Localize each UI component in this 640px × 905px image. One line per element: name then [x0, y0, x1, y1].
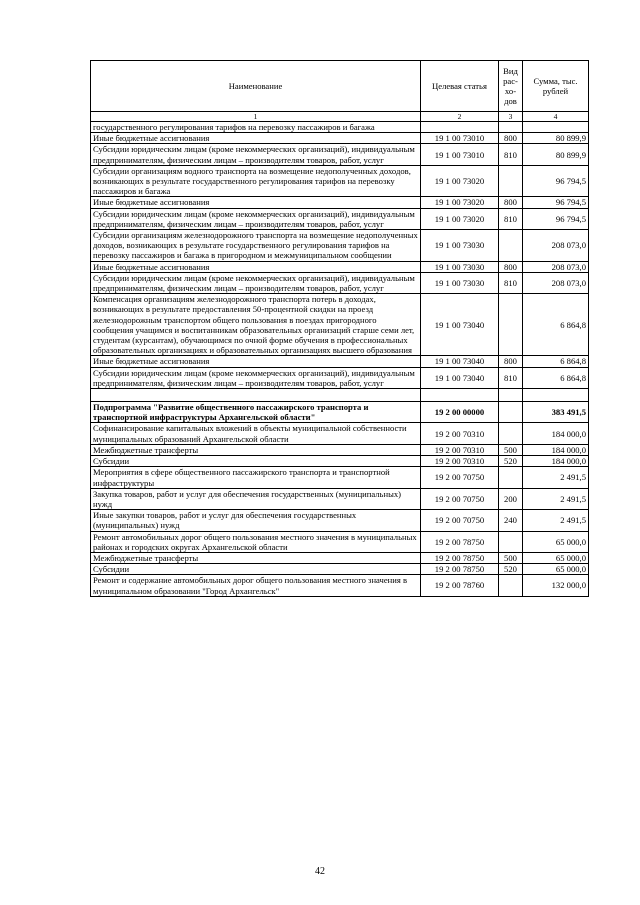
row-vid: 500: [499, 444, 523, 455]
table-row: [91, 261, 589, 272]
row-code: 19 1 00 73040: [421, 356, 499, 367]
row-vid: 500: [499, 552, 523, 563]
row-vid: [499, 122, 523, 133]
header-vid: Вид рас-хо-дов: [499, 61, 523, 112]
row-code: 19 2 00 78760: [421, 575, 499, 596]
row-code: 19 2 00 70310: [421, 444, 499, 455]
column-number: 3: [499, 112, 523, 122]
row-vid: [499, 165, 523, 197]
row-code: 19 2 00 00000: [421, 402, 499, 423]
row-code: 19 2 00 70750: [421, 467, 499, 488]
row-sum: 6 864,8: [523, 356, 589, 367]
table-row: [91, 467, 589, 488]
row-name: Субсидии юридическим лицам (кроме некоммерческих организаций), индивидуальным предпринимателям, физическим лицам – производителям товаров, работ, услуг: [91, 367, 421, 388]
table-row: [91, 456, 589, 467]
table-row: [91, 133, 589, 144]
spacer-row: [91, 389, 589, 402]
row-name: Иные закупки товаров, работ и услуг для обеспечения государственных (муниципальных) нужд: [91, 510, 421, 531]
row-sum: 184 000,0: [523, 456, 589, 467]
table-row: [91, 488, 589, 509]
row-sum: 80 899,9: [523, 144, 589, 165]
budget-table: [90, 60, 589, 597]
row-name: Подпрограмма "Развитие общественного пассажирского транспорта и транспортной инфраструктуры Архангельской области": [91, 402, 421, 423]
row-name: Мероприятия в сфере общественного пассажирского транспорта и транспортной инфраструктуры: [91, 467, 421, 488]
table-row: [91, 444, 589, 455]
spacer-cell: [91, 389, 421, 402]
row-sum: 208 073,0: [523, 261, 589, 272]
table-row: [91, 144, 589, 165]
row-sum: 208 073,0: [523, 230, 589, 262]
row-code: 19 1 00 73010: [421, 144, 499, 165]
row-sum: 6 864,8: [523, 294, 589, 356]
row-vid: 800: [499, 261, 523, 272]
row-name: Софинансирование капитальных вложений в объекты муниципальной собственности муниципальных образований Архангельской области: [91, 423, 421, 444]
row-sum: 6 864,8: [523, 367, 589, 388]
subprogram-row: [91, 402, 589, 423]
row-vid: [499, 575, 523, 596]
header-sum: Сумма, тыс. рублей: [523, 61, 589, 112]
row-code: [421, 122, 499, 133]
row-sum: 2 491,5: [523, 510, 589, 531]
table-row: [91, 165, 589, 197]
column-number: 2: [421, 112, 499, 122]
row-sum: 65 000,0: [523, 564, 589, 575]
row-code: 19 2 00 70750: [421, 488, 499, 509]
table-row: [91, 230, 589, 262]
row-sum: 96 794,5: [523, 165, 589, 197]
row-vid: 240: [499, 510, 523, 531]
row-vid: 520: [499, 564, 523, 575]
row-name: Иные бюджетные ассигнования: [91, 197, 421, 208]
row-name: Субсидии юридическим лицам (кроме некоммерческих организаций), индивидуальным предпринимателям, физическим лицам – производителям товаров, работ, услуг: [91, 272, 421, 293]
row-name: Закупка товаров, работ и услуг для обеспечения государственных (муниципальных) нужд: [91, 488, 421, 509]
row-vid: [499, 230, 523, 262]
row-code: 19 1 00 73040: [421, 367, 499, 388]
row-code: 19 2 00 70750: [421, 510, 499, 531]
row-sum: 383 491,5: [523, 402, 589, 423]
row-name: Ремонт автомобильных дорог общего пользования местного значения в муниципальных районах и городских округах Архангельской области: [91, 531, 421, 552]
column-number-row: [91, 112, 589, 122]
row-sum: 2 491,5: [523, 467, 589, 488]
column-number: 4: [523, 112, 589, 122]
row-sum: 184 000,0: [523, 423, 589, 444]
table-header-row: [91, 61, 589, 112]
budget-document-page: [90, 60, 588, 597]
row-name: Субсидии: [91, 456, 421, 467]
row-vid: 810: [499, 367, 523, 388]
table-row: [91, 564, 589, 575]
row-sum: 96 794,5: [523, 208, 589, 229]
column-number: 1: [91, 112, 421, 122]
row-name: Иные бюджетные ассигнования: [91, 261, 421, 272]
row-name: Компенсация организациям железнодорожного транспорта потерь в доходах, возникающих в результате предоставления 50-процентной скидки на проезд железнодорожным транспортом общего пользования в поездах пригородного сообщения учащимся и воспитанникам образовательных организаций старше семи лет, студентам (курсантам), обучающимся по очной форме обучения в профессиональных образовательных организациях и образовательных организациях высшего образования: [91, 294, 421, 356]
row-sum: [523, 122, 589, 133]
row-name: Субсидии: [91, 564, 421, 575]
row-sum: 208 073,0: [523, 272, 589, 293]
row-name: Иные бюджетные ассигнования: [91, 356, 421, 367]
table-row: [91, 208, 589, 229]
row-sum: 96 794,5: [523, 197, 589, 208]
row-code: 19 1 00 73020: [421, 208, 499, 229]
row-code: 19 1 00 73030: [421, 230, 499, 262]
row-sum: 132 000,0: [523, 575, 589, 596]
row-vid: [499, 294, 523, 356]
table-row: [91, 510, 589, 531]
row-vid: 800: [499, 197, 523, 208]
header-code: Целевая статья: [421, 61, 499, 112]
row-sum: 80 899,9: [523, 133, 589, 144]
row-sum: 65 000,0: [523, 552, 589, 563]
table-row: [91, 575, 589, 596]
table-row: [91, 552, 589, 563]
row-vid: 520: [499, 456, 523, 467]
row-sum: 65 000,0: [523, 531, 589, 552]
table-row: [91, 423, 589, 444]
table-row: [91, 272, 589, 293]
row-name: Субсидии организациям водного транспорта на возмещение недополученных доходов, возникающих в результате государственного регулирования тарифов на перевозку пассажиров и багажа: [91, 165, 421, 197]
table-row: [91, 531, 589, 552]
row-vid: 800: [499, 133, 523, 144]
header-name: Наименование: [91, 61, 421, 112]
row-name: Ремонт и содержание автомобильных дорог общего пользования местного значения в муниципальном образовании "Город Архангельск": [91, 575, 421, 596]
row-vid: 800: [499, 356, 523, 367]
row-name: государственного регулирования тарифов на перевозку пассажиров и багажа: [91, 122, 421, 133]
row-code: 19 1 00 73020: [421, 197, 499, 208]
row-vid: 810: [499, 208, 523, 229]
row-vid: 200: [499, 488, 523, 509]
row-name: Субсидии юридическим лицам (кроме некоммерческих организаций), индивидуальным предпринимателям, физическим лицам – производителям товаров, работ, услуг: [91, 144, 421, 165]
table-row: [91, 197, 589, 208]
row-vid: [499, 531, 523, 552]
row-sum: 184 000,0: [523, 444, 589, 455]
page-number: 42: [315, 866, 325, 877]
row-name: Иные бюджетные ассигнования: [91, 133, 421, 144]
row-name: Межбюджетные трансферты: [91, 444, 421, 455]
row-code: 19 2 00 70310: [421, 423, 499, 444]
row-code: 19 1 00 73040: [421, 294, 499, 356]
row-vid: 810: [499, 272, 523, 293]
row-name: Субсидии организациям железнодорожного транспорта на возмещение недополученных доходов, возникающих в результате государственного регулирования тарифов на перевозку пассажиров и багажа в пригородном и межмуниципальном сообщении: [91, 230, 421, 262]
row-vid: [499, 467, 523, 488]
row-code: 19 1 00 73030: [421, 261, 499, 272]
row-name: Субсидии юридическим лицам (кроме некоммерческих организаций), индивидуальным предпринимателям, физическим лицам – производителям товаров, работ, услуг: [91, 208, 421, 229]
table-row: [91, 122, 589, 133]
row-code: 19 1 00 73020: [421, 165, 499, 197]
row-code: 19 2 00 78750: [421, 552, 499, 563]
spacer-cell: [499, 389, 523, 402]
spacer-cell: [421, 389, 499, 402]
row-code: 19 2 00 78750: [421, 531, 499, 552]
row-code: 19 2 00 78750: [421, 564, 499, 575]
table-row: [91, 367, 589, 388]
row-vid: 810: [499, 144, 523, 165]
table-row: [91, 356, 589, 367]
row-code: 19 1 00 73010: [421, 133, 499, 144]
row-name: Межбюджетные трансферты: [91, 552, 421, 563]
table-row: [91, 294, 589, 356]
row-code: 19 2 00 70310: [421, 456, 499, 467]
row-code: 19 1 00 73030: [421, 272, 499, 293]
row-vid: [499, 423, 523, 444]
row-sum: 2 491,5: [523, 488, 589, 509]
row-vid: [499, 402, 523, 423]
spacer-cell: [523, 389, 589, 402]
